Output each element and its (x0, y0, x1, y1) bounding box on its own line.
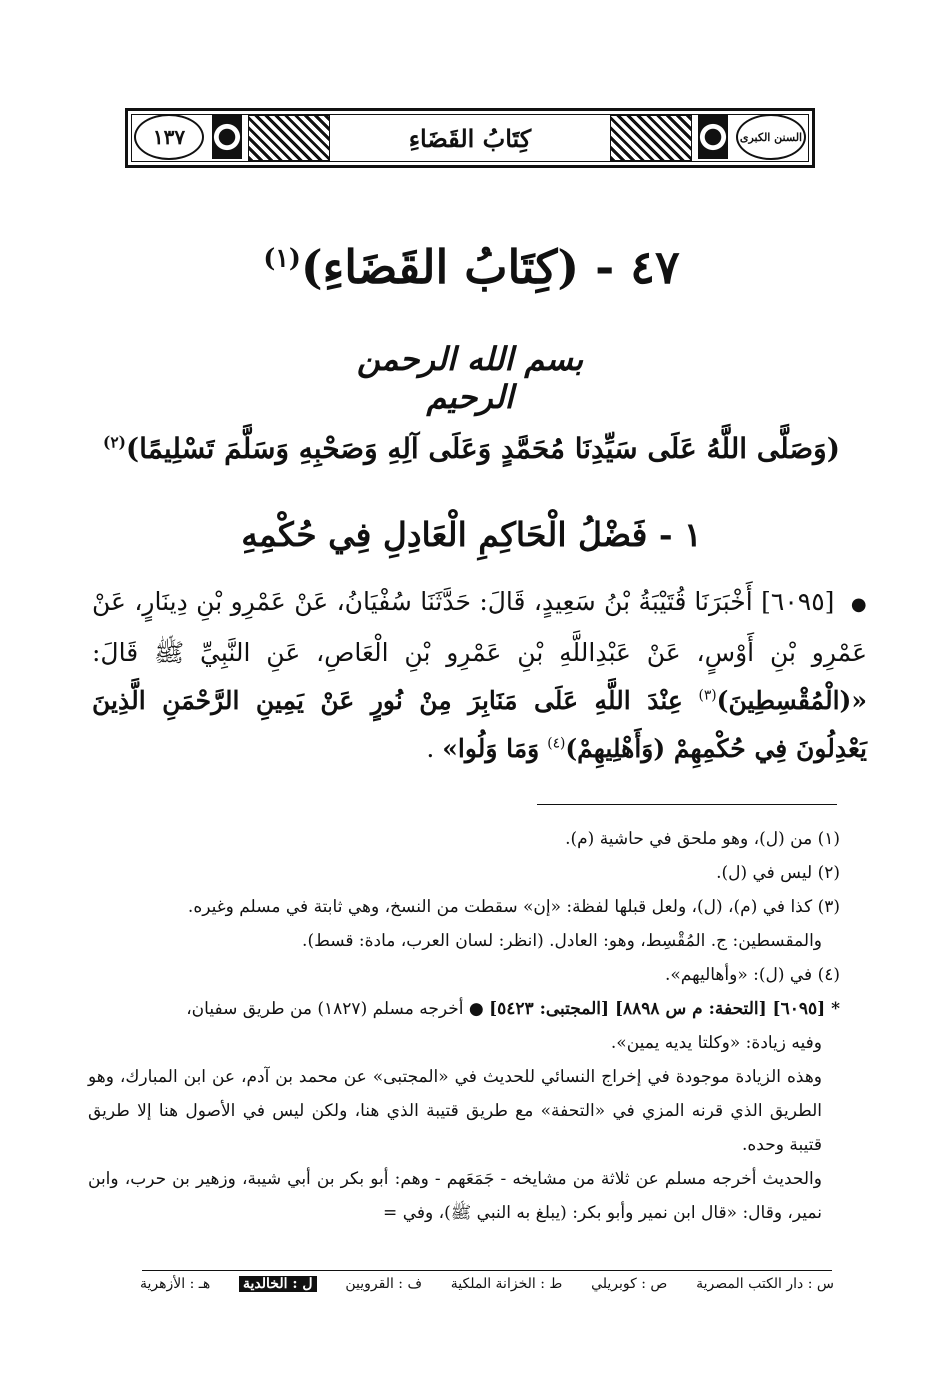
hadith-matn: «(الْمُقْسِطِينَ) (716, 686, 868, 715)
hadith-matn: وَمَا وَلُوا» (442, 734, 540, 763)
footnote-ref: (٢) (103, 433, 126, 452)
footnote-2: (٢) ليس في (ل). (716, 863, 840, 883)
hadith-isnad: أَخْبَرَنَا قُتَيْبَةُ بْنُ سَعِيدٍ، قَالَ: حَدَّثَنَا سُفْيَانُ، عَنْ عَمْرِو بْنِ دِينَارٍ، عَنْ عَمْرِو بْنِ أَوْسٍ، عَنْ عَبْدِاللَّهِ بْنِ عَمْرِو بْنِ الْعَاصِ، عَنِ النَّبِيِّ ﷺ قَالَ: (92, 587, 867, 667)
footnote-3-continuation: والمقسطين: ج. المُقْسِط، وهو: العادل. (انظر: لسان العرب، مادة: قسط). (302, 931, 822, 951)
legend-item: ف : القرويين (345, 1276, 422, 1292)
legend-divider (142, 1270, 832, 1271)
footnote-1: (١) من (ل)، وهو ملحق في حاشية (م). (565, 829, 840, 849)
commentary-paragraph: والحديث أخرجه مسلم عن ثلاثة من مشايخه - جَمَعَهم - وهم: أبو بكر بن أبي شيبة، وزهير بن حرب، وابن نمير، وقال: «قال ابن نمير وأبو بكر: (يبلغ به النبي ﷺ)، وفي = (88, 1169, 822, 1223)
legend-item: ص : كوبريلي (591, 1276, 668, 1292)
hadith-text (92, 578, 867, 773)
takhrij-text: ● أخرجه مسلم (١٨٢٧) من طريق سفيان، (186, 999, 484, 1019)
publisher-logo (736, 114, 806, 160)
logo-text: السنن الكبرى (736, 114, 806, 160)
takhrij-line (88, 992, 840, 1026)
legend-item: ط : الخزانة الملكية (450, 1276, 563, 1292)
footnotes (88, 822, 840, 1230)
legend-item: س : دار الكتب المصرية (696, 1276, 834, 1292)
footnote-ref: (٣) (698, 687, 717, 704)
page-number-cartouche (134, 114, 204, 160)
ornament-knot-icon (212, 115, 242, 159)
commentary-paragraph: وهذه الزيادة موجودة في إخراج النسائي للحديث في «المجتبى» عن محمد بن آدم، عن ابن المبارك، وهو الطريق الذي قرنه المزي في «التحفة» مع طريق قتيبة الذي هنا، ولكن ليس في الأصول هنا إلا طريق قتيبة وحده. (88, 1067, 822, 1155)
chapter-number: ٤٧ - (595, 240, 680, 294)
legend-item: هـ : الأزهرية (140, 1276, 211, 1292)
legend-item-highlighted: ل : الخالدية (239, 1276, 317, 1292)
ornament-knot-icon (698, 115, 728, 159)
salutation (70, 432, 873, 465)
ornament-band (248, 115, 330, 161)
hadith-number: [٦٠٩٥] (761, 587, 835, 616)
footnote-divider (537, 804, 837, 805)
ornament-band (610, 115, 692, 161)
page-number: ١٣٧ (134, 114, 204, 160)
chapter-heading (120, 240, 823, 294)
manuscript-legend (140, 1276, 834, 1292)
takhrij-reference: * [٦٠٩٥] [التحفة: م س ٨٨٩٨] [المجتبى: ٥٤٢٣] (489, 999, 840, 1019)
basmala-calligraphy: بسم الله الرحمن الرحيم (356, 340, 584, 416)
takhrij-continuation: وفيه زيادة: «وكلتا يديه يمين». (610, 1033, 822, 1053)
footnote-4: (٤) في (ل): «وأهاليهم». (664, 965, 840, 985)
chapter-title: (كِتَابُ القَضَاءِ) (300, 240, 580, 294)
hadith-end: . (426, 734, 435, 763)
section-heading: ١ - فَضْلُ الْحَاكِمِ الْعَادِلِ فِي حُكْمِهِ (241, 515, 702, 554)
footnote-ref: (٤) (547, 735, 566, 752)
page-header (125, 108, 815, 168)
footnote-3: (٣) كذا في (م)، (ل)، ولعل قبلها لفظة: «إن» سقطت من النسخ، وهي ثابتة في مسلم وغيره. (187, 897, 840, 917)
bullet-icon: ● (850, 594, 867, 615)
hadith-matn: عِنْدَ اللَّهِ عَلَى مَنَابِرَ مِنْ نُورٍ عَنْ يَمِينِ الرَّحْمَنِ الَّذِينَ يَعْدِلُونَ فِي حُكْمِهِمْ (وَأَهْلِيهِمْ) (92, 686, 867, 763)
salutation-text: (وَصَلَّى اللَّهُ عَلَى سَيِّدِنَا مُحَمَّدٍ وَعَلَى آلِهِ وَصَحْبِهِ وَسَلَّمَ تَسْلِيمًا) (125, 432, 840, 465)
running-title: كِتَابُ القَضَاءِ (408, 123, 532, 153)
footnote-ref: (١) (263, 242, 301, 273)
